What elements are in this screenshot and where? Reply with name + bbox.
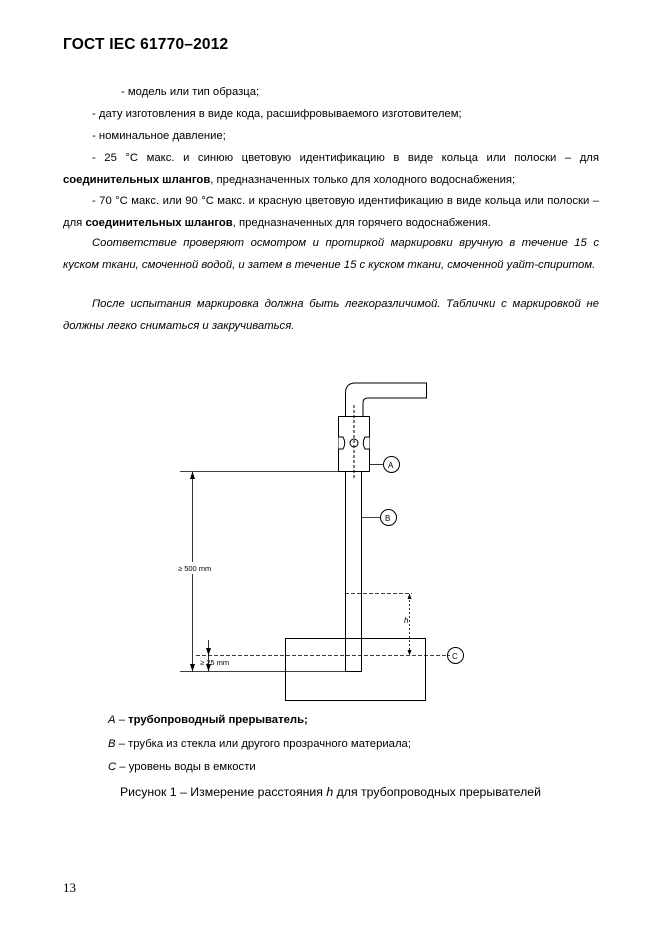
text-run: - 25 °С макс. и синюю цветовую идентификацию в виде кольца или полоски – для: [92, 152, 599, 164]
legend-text: – уровень воды в емкости: [116, 761, 256, 773]
figure-caption: [0, 785, 661, 799]
caption-prefix: Рисунок 1 – Измерение расстояния: [119, 785, 327, 799]
bold-term: соединительных шлангов: [85, 216, 233, 229]
legend-text: – трубка из стекла или другого прозрачного материала;: [115, 738, 411, 750]
bold-term: соединительных шлангов: [63, 173, 211, 186]
compliance-paragraph: Соответствие проверяют осмотром и протиркой маркировки вручную в течение 15 с куском ткани, смоченной водой, и затем в течение 15 с куском ткани, смоченной уайт-спиритом.: [63, 237, 599, 271]
list-item-text: - дату изготовления в виде кода, расшифровываемого изготовителем;: [92, 108, 462, 120]
arrow-down-25: [206, 648, 211, 656]
caption-var: h: [326, 785, 334, 799]
text-run: , предназначенных только для холодного водоснабжения;: [210, 173, 516, 186]
h-label: h: [404, 616, 409, 625]
document-header: ГОСТ IEC 61770–2012: [63, 36, 229, 53]
list-item-text: - номинальное давление;: [92, 130, 226, 142]
dim-500-label: ≥ 500 mm: [178, 564, 212, 573]
after-test-paragraph: После испытания маркировка должна быть легкоразличимой. Таблички с маркировкой не должны легко сниматься и закручиваться.: [63, 298, 599, 332]
legend-letter: A: [108, 714, 116, 726]
arrow-h-bottom: [408, 650, 412, 656]
elbow-pipe: [346, 383, 427, 416]
list-item-text: - модель или тип образца;: [121, 86, 260, 98]
caption-suffix: для трубопроводных прерывателей: [333, 785, 542, 799]
legend-text: трубопроводный прерыватель;: [128, 714, 308, 726]
arrow-up-500: [190, 472, 195, 480]
legend-letter: C: [108, 761, 117, 773]
callout-a-label: A: [388, 461, 394, 470]
legend-item-b: [108, 738, 411, 750]
callout-c-label: C: [452, 652, 458, 661]
legend-dash: –: [115, 714, 129, 726]
arrow-h-top: [408, 594, 412, 600]
callout-b-label: B: [385, 514, 391, 523]
legend-item-a: [108, 714, 308, 726]
interrupter-notch-left: [339, 437, 345, 449]
dim-25-label: ≥ 25 mm: [200, 658, 230, 667]
text-run: , предназначенных для горячего водоснабжения.: [232, 216, 491, 229]
interrupter-notch-right: [363, 437, 369, 449]
legend-item-c: [108, 761, 256, 773]
arrow-down-500: [190, 664, 195, 672]
text-run: - 70 °С макс. или 90 °С макс. и красную цветовую идентификацию в виде кольца или полоски – для: [63, 195, 599, 229]
glass-tube: [346, 472, 362, 672]
page-number: 13: [63, 880, 76, 895]
legend-letter: B: [108, 738, 116, 750]
water-container: [286, 639, 426, 701]
